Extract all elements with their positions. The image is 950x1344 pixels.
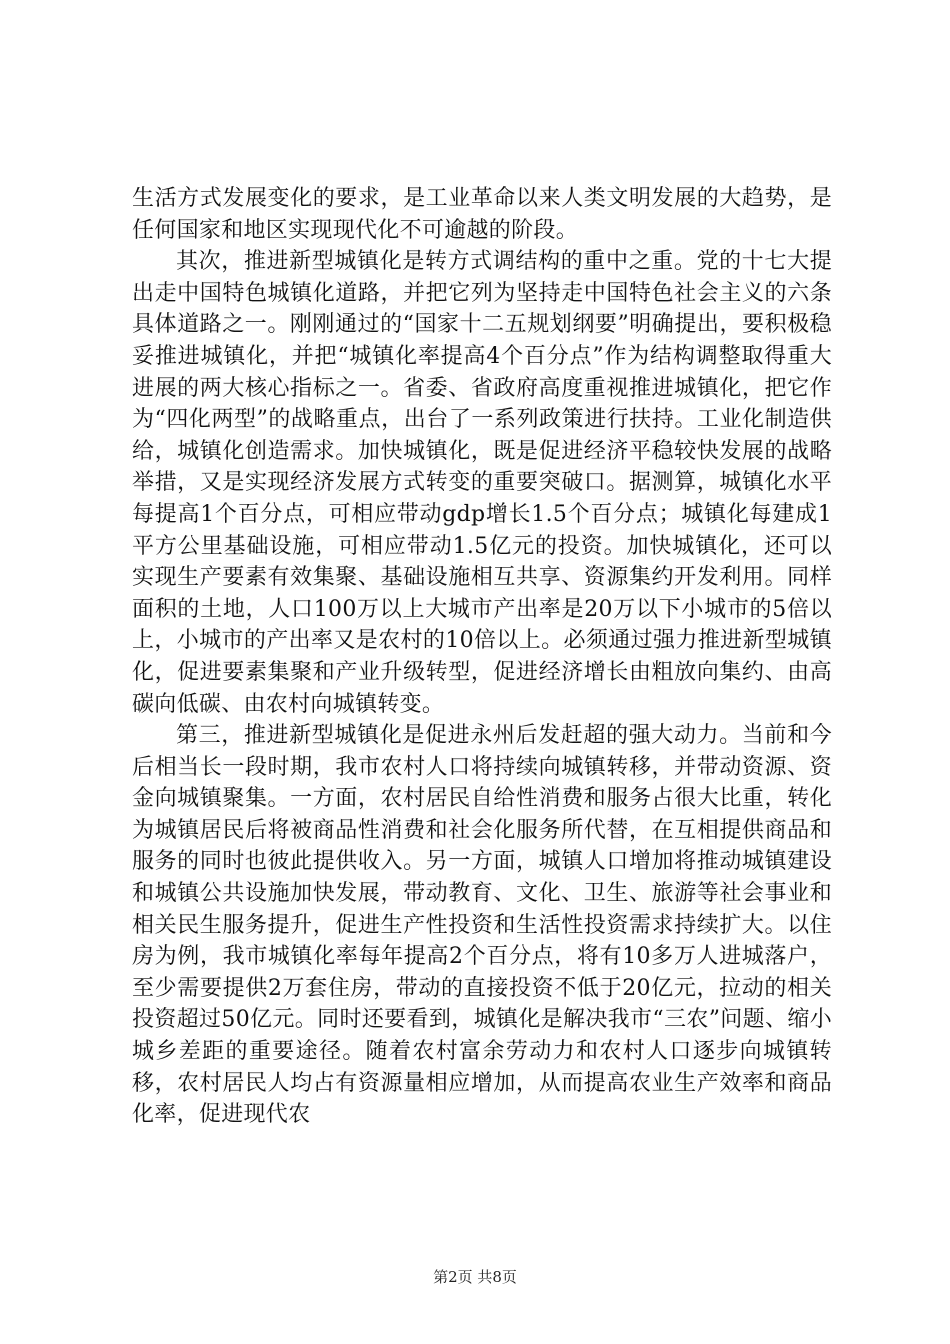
page-number: 第2页 共8页	[433, 1268, 517, 1286]
paragraph-continuation: 生活方式发展变化的要求，是工业革命以来人类文明发展的大趋势，是任何国家和地区实现现代化不可逾越的阶段。	[132, 186, 832, 243]
paragraph-third-point: 第三，推进新型城镇化是促进永州后发赶超的强大动力。当前和今后相当长一段时期，我市农村人口将持续向城镇转移，并带动资源、资金向城镇聚集。一方面，农村居民自给性消费和服务占很大比重，转化为城镇居民后将被商品性消费和社会化服务所代替，在互相提供商品和服务的同时也彼此提供收入。另一方面，城镇人口增加将推动城镇建设和城镇公共设施加快发展，带动教育、文化、卫生、旅游等社会事业和相关民生服务提升，促进生产性投资和生活性投资需求持续扩大。以住房为例，我市城镇化率每年提高2个百分点，将有10多万人进城落户，至少需要提供2万套住房，带动的直接投资不低于20亿元，拉动的相关投资超过50亿元。同时还要看到，城镇化是解决我市“三农”问题、缩小城乡差距的重要途径。随着农村富余劳动力和农村人口逐步向城镇转移，农村居民人均占有资源量相应增加，从而提高农业生产效率和商品化率，促进现代农	[132, 723, 832, 1128]
document-body	[132, 183, 832, 1131]
page-footer	[0, 1266, 950, 1287]
paragraph-second-point: 其次，推进新型城镇化是转方式调结构的重中之重。党的十七大提出走中国特色城镇化道路，并把它列为坚持走中国特色社会主义的六条具体道路之一。刚刚通过的“国家十二五规划纲要”明确提出，要积极稳妥推进城镇化，并把“城镇化率提高4个百分点”作为结构调整取得重大进展的两大核心指标之一。省委、省政府高度重视推进城镇化，把它作为“四化两型”的战略重点，出台了一系列政策进行扶持。工业化制造供给，城镇化创造需求。加快城镇化，既是促进经济平稳较快发展的战略举措，又是实现经济发展方式转变的重要突破口。据测算，城镇化水平每提高1个百分点，可相应带动gdp增长1.5个百分点；城镇化每建成1平方公里基础设施，可相应带动1.5亿元的投资。加快城镇化，还可以实现生产要素有效集聚、基础设施相互共享、资源集约开发利用。同样面积的土地，人口100万以上大城市产出率是20万以下小城市的5倍以上，小城市的产出率又是农村的10倍以上。必须通过强力推进新型城镇化，促进要素集聚和产业升级转型，促进经济增长由粗放向集约、由高碳向低碳、由农村向城镇转变。	[132, 249, 832, 717]
